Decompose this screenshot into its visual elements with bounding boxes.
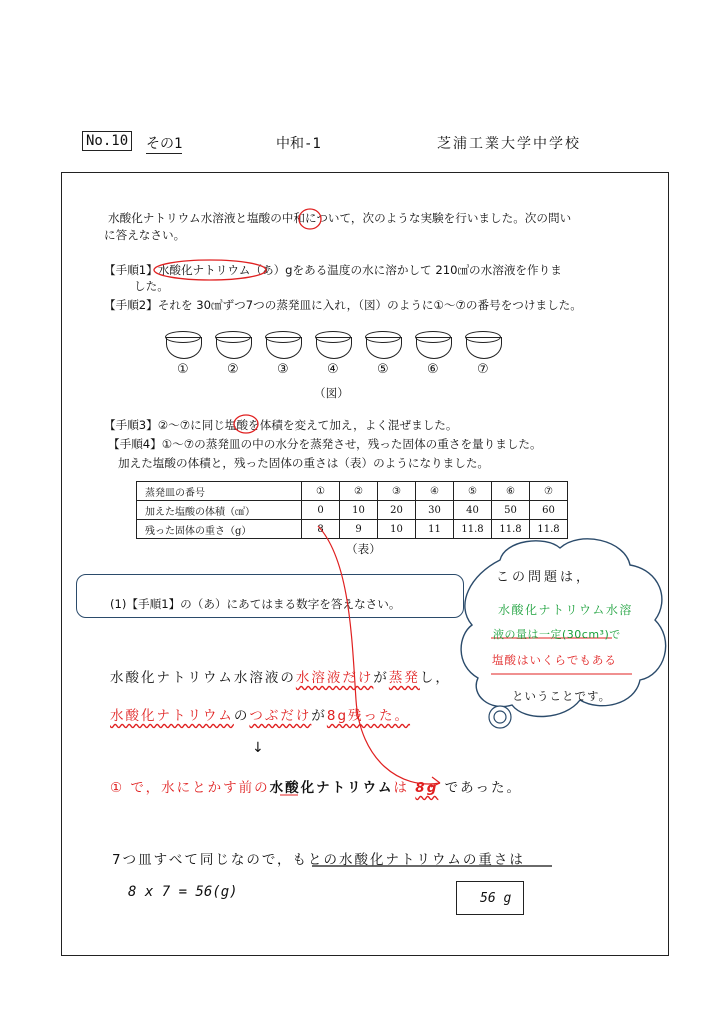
table-cell: 20 bbox=[378, 501, 416, 520]
dish-label: ⑤ bbox=[377, 362, 389, 377]
question-text: (1)【手順1】の（あ）にあてはまる数字を答えなさい。 bbox=[110, 597, 401, 611]
dish-label: ④ bbox=[327, 362, 339, 377]
table-cell: ⑦ bbox=[530, 482, 568, 501]
table-cell: ⑤ bbox=[454, 482, 492, 501]
step2-line: 【手順2】それを 30㎤ずつ7つの蒸発皿に入れ，（図）のように①～⑦の番号をつけました。 bbox=[104, 298, 582, 312]
step4-line: 【手順4】①～⑦の蒸発皿の中の水分を蒸発させ，残った固体の重さを量りました。 bbox=[108, 437, 542, 451]
red-oval-icon bbox=[154, 260, 266, 280]
intro-line-2: に答えなさい。 bbox=[104, 228, 186, 242]
red-arrow-icon bbox=[318, 526, 440, 784]
bubble-line-4: 塩酸はいくらでもある bbox=[492, 653, 617, 667]
dish-label: ① bbox=[177, 362, 189, 377]
table-cell: ④ bbox=[416, 482, 454, 501]
row-header: 蒸発皿の番号 bbox=[137, 482, 302, 501]
step1-line-2: した。 bbox=[134, 279, 169, 293]
table-cell: 10 bbox=[378, 520, 416, 539]
table-cell: ① bbox=[302, 482, 340, 501]
figure-caption: （図） bbox=[314, 386, 349, 400]
solution-line-1: 水酸化ナトリウム水溶液の水溶液だけが蒸発し， bbox=[110, 670, 451, 686]
table-cell: 11.8 bbox=[454, 520, 492, 539]
problem-number: No.10 bbox=[82, 133, 132, 149]
topic-label: 中和-1 bbox=[276, 136, 321, 152]
intro-line-1: 水酸化ナトリウム水溶液と塩酸の中和について，次のような実験を行いました。次の問い bbox=[108, 211, 572, 225]
answer-value: 56 g bbox=[480, 891, 512, 906]
red-circle-icon bbox=[234, 415, 258, 433]
school-name: 芝浦工業大学中学校 bbox=[437, 136, 581, 152]
row-header: 残った固体の重さ（g） bbox=[137, 520, 302, 539]
dish-label: ⑥ bbox=[427, 362, 439, 377]
table-cell: ③ bbox=[378, 482, 416, 501]
table-cell: 11 bbox=[416, 520, 454, 539]
table-cell: 8 bbox=[302, 520, 340, 539]
table-cell: 60 bbox=[530, 501, 568, 520]
table-cell: 11.8 bbox=[492, 520, 530, 539]
solution-line-2: 水酸化ナトリウムのつぶだけが8g残った。 bbox=[110, 708, 411, 724]
table-cell: 10 bbox=[340, 501, 378, 520]
table-cell: 50 bbox=[492, 501, 530, 520]
solution-line-3: ① で，水にとかす前の水酸化ナトリウムは 8g であった。 bbox=[110, 780, 523, 796]
solution-line-4: 7つ皿すべて同じなので，もとの水酸化ナトリウムの重さは bbox=[112, 852, 525, 868]
table-cell: ⑥ bbox=[492, 482, 530, 501]
step3-line: 【手順3】②～⑦に同じ塩酸を体積を変えて加え，よく混ぜました。 bbox=[104, 418, 458, 432]
part-label: その1 bbox=[146, 133, 182, 154]
bubble-line-1: この問題は， bbox=[496, 570, 593, 585]
table-cell: 30 bbox=[416, 501, 454, 520]
table-cell: 0 bbox=[302, 501, 340, 520]
red-circle-icon bbox=[299, 209, 321, 229]
bubble-line-5: ということです。 bbox=[512, 689, 612, 703]
dish-label: ⑦ bbox=[477, 362, 489, 377]
down-arrow-icon: ↓ bbox=[252, 740, 264, 756]
table-cell: 40 bbox=[454, 501, 492, 520]
step4-line-2: 加えた塩酸の体積と，残った固体の重さは（表）のようになりました。 bbox=[118, 456, 490, 470]
table-cell: 11.8 bbox=[530, 520, 568, 539]
dish-label: ③ bbox=[277, 362, 289, 377]
dish-label: ② bbox=[227, 362, 239, 377]
bubble-line-2: 水酸化ナトリウム水溶 bbox=[498, 603, 633, 617]
bubble-line-3: 液の量は一定(30cm³)で bbox=[493, 628, 621, 641]
calculation: 8 x 7 = 56(g) bbox=[128, 884, 238, 900]
table-cell: ② bbox=[340, 482, 378, 501]
step1-line: 【手順1】水酸化ナトリウム（あ）gをある温度の水に溶かして 210㎤の水溶液を作りま bbox=[104, 263, 562, 277]
table-cell: 9 bbox=[340, 520, 378, 539]
row-header: 加えた塩酸の体積（㎤） bbox=[137, 501, 302, 520]
table-caption: （表） bbox=[346, 542, 381, 556]
